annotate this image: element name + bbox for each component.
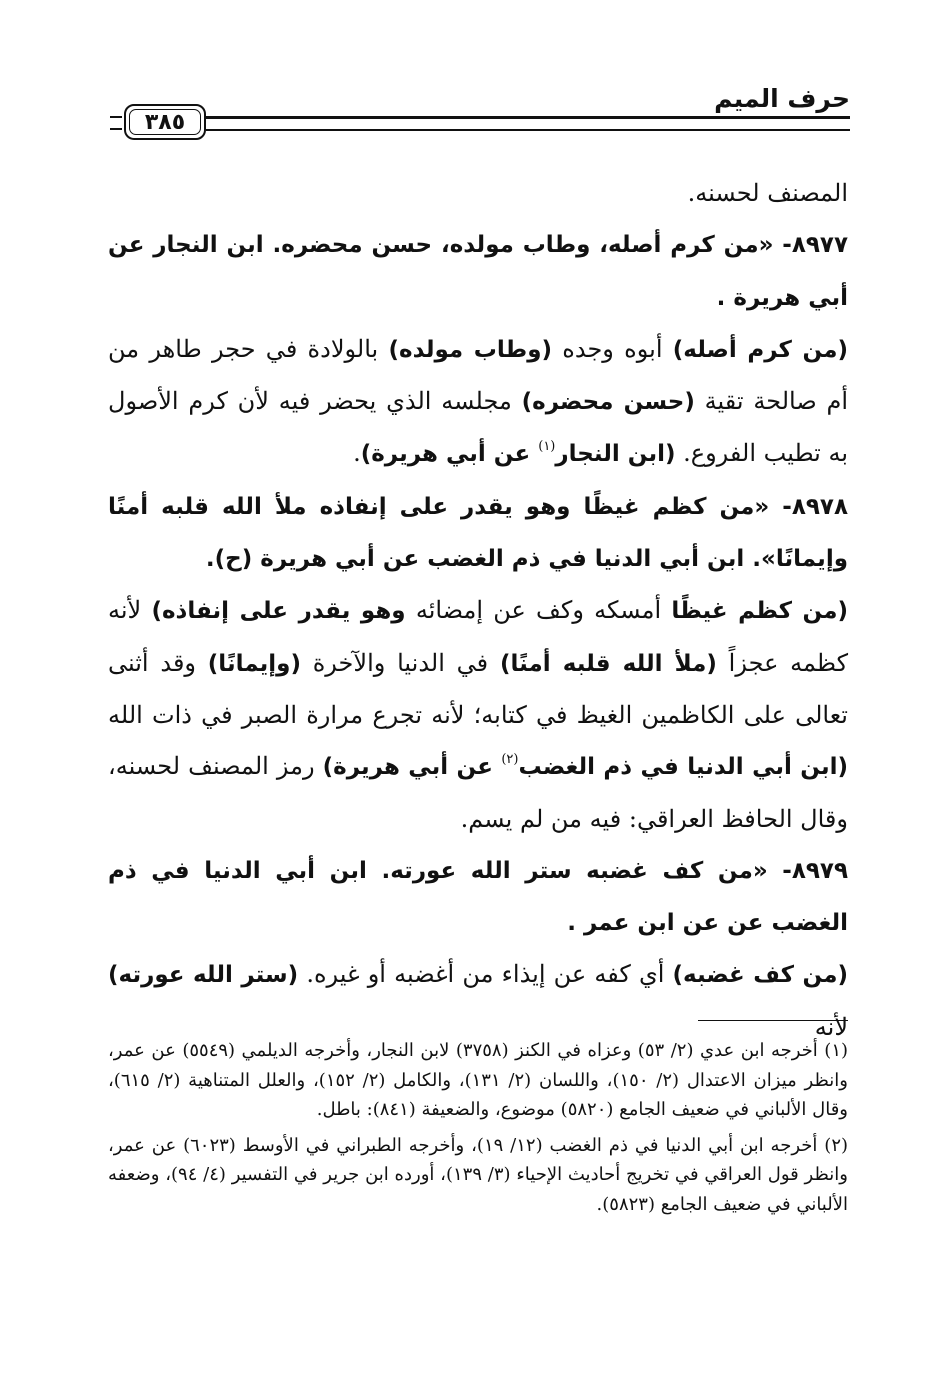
quote-phrase: (وطاب مولده) bbox=[388, 336, 553, 363]
commentary-8977 bbox=[108, 324, 848, 481]
hadith-text: «من كرم أصله، وطاب مولده، حسن محضره. ابن النجار عن أبي هريرة . bbox=[108, 232, 848, 311]
hadith-text: «من كظم غيظًا وهو يقدر على إنفاذه ملأ الله قلبه أمنًا وإيمانًا». ابن أبي الدنيا في ذم الغضب عن أبي هريرة (ح). bbox=[108, 493, 848, 573]
text-span: مجلسه الذي يحضر فيه لأن كرم الأصول به تطيب الفروع. bbox=[108, 387, 848, 468]
text-span: المصنف لحسنه. bbox=[687, 179, 848, 207]
text-span: لأنه bbox=[814, 1012, 848, 1041]
text-span: لأنه كظمه عجزاً bbox=[108, 596, 849, 677]
text-span: في الدنيا والآخرة bbox=[300, 648, 500, 677]
quote-phrase: (ملأ الله قلبه أمنًا) bbox=[499, 650, 717, 677]
page-number: ٣٨٥ bbox=[124, 104, 206, 140]
text-span: وقد أثنى تعالى على الكاظمين الغيظ في كتابه؛ لأنه تجرع مرارة الصبر في ذات الله bbox=[108, 648, 848, 729]
text-span: أي كفه عن إيذاء من أغضبه أو غيره. bbox=[298, 960, 673, 989]
text-span: . bbox=[353, 439, 361, 468]
hadith-number: ٨٩٧٧- bbox=[773, 232, 848, 259]
footnote-1: (١) أخرجه ابن عدي (٢/ ٥٣) وعزاه في الكنز (٣٧٥٨) لابن النجار، وأخرجه الديلمي (٥٥٤٩) عن عمر، وانظر ميزان الاعتدال (٢/ ١٥٠)، واللسان (٢/ ١٣١)، والكامل (٢/ ١٥٢)، والعلل المتناهية (٢/ ٦١٥)، وقال الألباني في ضعيف الجامع (٥٨٢٠) موضوع، والضعيفة (٨٤١): باطل. bbox=[108, 1040, 849, 1121]
quote-phrase: (من كرم أصله) bbox=[672, 336, 849, 363]
quote-phrase: (من كف غضبه) bbox=[672, 962, 848, 989]
header-rule bbox=[206, 116, 850, 131]
text-span: بالولادة في حجر طاهر من أم صالحة تقية bbox=[108, 334, 848, 416]
footnote-2: (٢) أخرجه ابن أبي الدنيا في ذم الغضب (١٢/ ١٩)، وأخرجه الطبراني في الأوسط (٦٠٢٣) عن عمر، وانظر قول العراقي في تخريج أحاديث الإحياء (٣/ ١٣٩)، أورده ابن جرير في التفسير (٤/ ٩٤)، وضعفه الألباني في ضعيف الجامع (٥٨٢٣). bbox=[108, 1134, 849, 1215]
hadith-8977 bbox=[108, 219, 848, 324]
footnotes bbox=[108, 1036, 848, 1226]
hadith-8979 bbox=[108, 845, 848, 950]
source-phrase: (ابن أبي الدنيا في ذم الغضب bbox=[518, 754, 848, 781]
quote-phrase: (وإيمانًا) bbox=[207, 650, 301, 677]
source-phrase: (ابن النجار bbox=[555, 441, 676, 468]
hadith-number: ٨٩٧٨- bbox=[769, 493, 848, 520]
quote-phrase: وهو يقدر على إنفاذه) bbox=[151, 598, 406, 625]
hadith-text: «من كف غضبه ستر الله عورته. ابن أبي الدنيا في ذم الغضب عن عن ابن عمر . bbox=[108, 857, 848, 937]
chapter-title: حرف الميم bbox=[714, 84, 850, 113]
commentary-8978 bbox=[108, 585, 848, 844]
header-rule-end bbox=[110, 116, 122, 130]
text-span: أمسكه وكف عن إمضائه bbox=[405, 596, 672, 625]
main-text bbox=[108, 168, 848, 1053]
footnote-ref-1[interactable]: (١) bbox=[538, 439, 556, 455]
running-header bbox=[110, 82, 850, 154]
quote-phrase: (من كظم غيظًا bbox=[671, 598, 849, 625]
text-span: أبوه وجده bbox=[552, 334, 673, 363]
footnote-separator bbox=[698, 1020, 848, 1021]
paragraph-continuation bbox=[108, 168, 848, 219]
hadith-8978 bbox=[108, 481, 848, 586]
source-phrase-end: عن أبي هريرة) bbox=[360, 441, 539, 468]
text-span: رمز المصنف لحسنه، وقال الحافظ العراقي: فيه من لم يسم. bbox=[108, 752, 848, 833]
hadith-number: ٨٩٧٩- bbox=[767, 857, 848, 884]
footnote-ref-2[interactable]: (٢) bbox=[501, 752, 519, 768]
source-phrase-end: عن أبي هريرة) bbox=[322, 754, 502, 781]
quote-phrase: (حسن محضره) bbox=[521, 389, 695, 416]
quote-phrase: (ستر الله عورته) bbox=[108, 962, 299, 989]
